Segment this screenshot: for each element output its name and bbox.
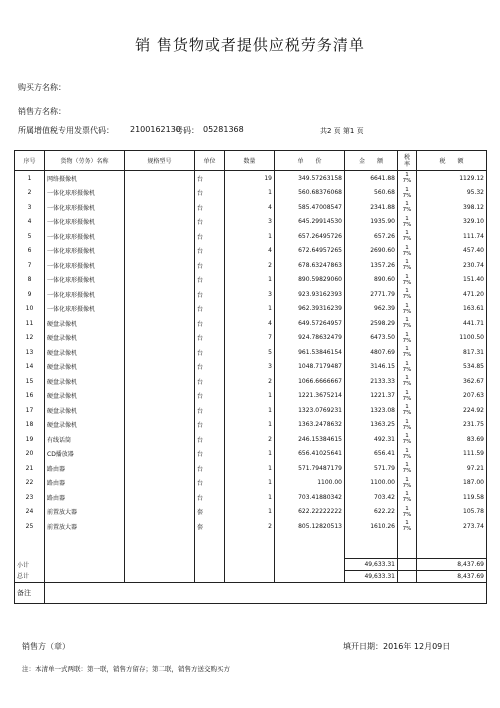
- row-amount: 2598.29: [345, 316, 398, 331]
- row-spec: [125, 447, 195, 462]
- row-price: 890.59829060: [275, 273, 345, 288]
- row-number: 21: [15, 461, 45, 476]
- row-spec: [125, 418, 195, 433]
- row-rate: 1 7%: [398, 360, 417, 375]
- table-row: [15, 403, 487, 418]
- row-unit: 台: [195, 316, 225, 331]
- table-row: [15, 171, 487, 186]
- row-qty: 1: [225, 461, 275, 476]
- row-rate: 1 7%: [398, 461, 417, 476]
- row-rate: 1 7%: [398, 505, 417, 520]
- row-qty: 4: [225, 244, 275, 259]
- row-number: 17: [15, 403, 45, 418]
- row-unit: 台: [195, 186, 225, 201]
- table-row: [15, 447, 487, 462]
- row-rate: 1 7%: [398, 302, 417, 317]
- header-unit: 单位: [195, 151, 225, 171]
- row-tax: 111.74: [417, 229, 487, 244]
- row-number: 22: [15, 476, 45, 491]
- row-number: 2: [15, 186, 45, 201]
- row-tax: 105.78: [417, 505, 487, 520]
- row-unit: 台: [195, 418, 225, 433]
- row-price: 656.41025641: [275, 447, 345, 462]
- row-amount: 703.42: [345, 490, 398, 505]
- row-number: 8: [15, 273, 45, 288]
- row-unit: 台: [195, 403, 225, 418]
- table-row: [15, 490, 487, 505]
- row-unit: 台: [195, 345, 225, 360]
- row-price: 962.39316239: [275, 302, 345, 317]
- row-amount: 2341.88: [345, 200, 398, 215]
- row-qty: 2: [225, 258, 275, 273]
- row-spec: [125, 461, 195, 476]
- row-number: 25: [15, 519, 45, 534]
- subtotal-tax: 8,437.69: [417, 558, 487, 570]
- row-qty: 1: [225, 490, 275, 505]
- row-name: 硬盘录像机: [45, 418, 125, 433]
- table-row: [15, 418, 487, 433]
- row-rate: 1 7%: [398, 331, 417, 346]
- row-unit: 台: [195, 490, 225, 505]
- table-header-row: [15, 151, 487, 171]
- row-spec: [125, 505, 195, 520]
- subtotal-row: [15, 558, 487, 570]
- row-spec: [125, 360, 195, 375]
- row-unit: 台: [195, 287, 225, 302]
- row-price: 961.53846154: [275, 345, 345, 360]
- row-rate: 1 7%: [398, 403, 417, 418]
- row-price: 246.15384615: [275, 432, 345, 447]
- row-tax: 441.71: [417, 316, 487, 331]
- row-qty: 2: [225, 374, 275, 389]
- table-row: [15, 287, 487, 302]
- row-amount: 656.41: [345, 447, 398, 462]
- row-number: 6: [15, 244, 45, 259]
- row-qty: 1: [225, 302, 275, 317]
- row-number: 19: [15, 432, 45, 447]
- row-amount: 6473.50: [345, 331, 398, 346]
- row-tax: 231.75: [417, 418, 487, 433]
- row-rate: 1 7%: [398, 200, 417, 215]
- row-unit: 台: [195, 258, 225, 273]
- row-name: 硬盘录像机: [45, 374, 125, 389]
- row-unit: 套: [195, 505, 225, 520]
- row-number: 13: [15, 345, 45, 360]
- row-tax: 457.40: [417, 244, 487, 259]
- row-unit: 台: [195, 461, 225, 476]
- row-name: 一体化球形摄像机: [45, 287, 125, 302]
- row-spec: [125, 215, 195, 230]
- row-unit: 台: [195, 447, 225, 462]
- row-spec: [125, 171, 195, 186]
- invoice-number-label: 号码：: [175, 126, 199, 135]
- table-row: [15, 505, 487, 520]
- row-name: 一体化球形摄像机: [45, 200, 125, 215]
- row-spec: [125, 316, 195, 331]
- row-price: 585.47008547: [275, 200, 345, 215]
- table-row: [15, 302, 487, 317]
- row-spec: [125, 345, 195, 360]
- row-qty: 4: [225, 200, 275, 215]
- header-tax: 税 额: [417, 151, 487, 171]
- row-spec: [125, 229, 195, 244]
- row-price: 672.64957265: [275, 244, 345, 259]
- row-number: 14: [15, 360, 45, 375]
- invoice-number-value: 05281368: [203, 125, 244, 134]
- row-number: 18: [15, 418, 45, 433]
- header-qty: 数量: [225, 151, 275, 171]
- row-price: 1100.00: [275, 476, 345, 491]
- table-row: [15, 374, 487, 389]
- row-unit: 套: [195, 519, 225, 534]
- row-spec: [125, 258, 195, 273]
- row-number: 16: [15, 389, 45, 404]
- row-unit: 台: [195, 389, 225, 404]
- row-rate: 1 7%: [398, 273, 417, 288]
- row-qty: 7: [225, 331, 275, 346]
- row-amount: 622.22: [345, 505, 398, 520]
- table-row: [15, 345, 487, 360]
- row-rate: 1 7%: [398, 490, 417, 505]
- row-qty: 19: [225, 171, 275, 186]
- row-qty: 1: [225, 186, 275, 201]
- row-qty: 2: [225, 519, 275, 534]
- row-qty: 1: [225, 229, 275, 244]
- page-title: 销 售货物或者提供应税劳务清单: [135, 36, 365, 54]
- row-tax: 207.63: [417, 389, 487, 404]
- page-count: 共2 页 第1 页: [320, 127, 364, 135]
- row-unit: 台: [195, 331, 225, 346]
- row-tax: 817.31: [417, 345, 487, 360]
- row-amount: 2771.79: [345, 287, 398, 302]
- row-unit: 台: [195, 273, 225, 288]
- row-spec: [125, 200, 195, 215]
- row-tax: 1129.12: [417, 171, 487, 186]
- row-qty: 1: [225, 447, 275, 462]
- row-price: 1363.2478632: [275, 418, 345, 433]
- row-price: 678.63247863: [275, 258, 345, 273]
- row-name: 路由器: [45, 476, 125, 491]
- row-spec: [125, 389, 195, 404]
- row-qty: 3: [225, 287, 275, 302]
- row-rate: 1 7%: [398, 418, 417, 433]
- row-spec: [125, 186, 195, 201]
- row-number: 9: [15, 287, 45, 302]
- seller-name-label: 销售方名称：: [18, 107, 66, 116]
- header-rate: 税 率: [398, 151, 417, 171]
- row-tax: 398.12: [417, 200, 487, 215]
- row-name: 前置放大器: [45, 505, 125, 520]
- row-unit: 台: [195, 171, 225, 186]
- row-spec: [125, 273, 195, 288]
- row-number: 7: [15, 258, 45, 273]
- row-qty: 1: [225, 418, 275, 433]
- row-unit: 台: [195, 244, 225, 259]
- row-qty: 3: [225, 215, 275, 230]
- total-tax: 8,437.69: [417, 570, 487, 582]
- table-row: [15, 519, 487, 534]
- table-row: [15, 244, 487, 259]
- row-rate: 1 7%: [398, 171, 417, 186]
- items-table: [14, 150, 487, 604]
- buyer-name-label: 购买方名称：: [18, 83, 66, 92]
- row-price: 645.29914530: [275, 215, 345, 230]
- row-unit: 台: [195, 200, 225, 215]
- issue-date: 2016年 12月09日: [383, 642, 451, 651]
- table-row: [15, 331, 487, 346]
- row-tax: 97.21: [417, 461, 487, 476]
- row-qty: 3: [225, 360, 275, 375]
- row-unit: 台: [195, 374, 225, 389]
- header-spec: 规格型号: [125, 151, 195, 171]
- row-rate: 1 7%: [398, 258, 417, 273]
- row-amount: 492.31: [345, 432, 398, 447]
- row-price: 703.41880342: [275, 490, 345, 505]
- row-tax: 119.58: [417, 490, 487, 505]
- table-row: [15, 229, 487, 244]
- row-amount: 2690.60: [345, 244, 398, 259]
- row-rate: 1 7%: [398, 229, 417, 244]
- table-row: [15, 200, 487, 215]
- total-amount: 49,633.31: [345, 570, 398, 582]
- row-price: 571.79487179: [275, 461, 345, 476]
- table-row: [15, 316, 487, 331]
- row-number: 3: [15, 200, 45, 215]
- row-tax: 187.00: [417, 476, 487, 491]
- row-number: 11: [15, 316, 45, 331]
- row-amount: 1935.90: [345, 215, 398, 230]
- row-price: 1221.3675214: [275, 389, 345, 404]
- row-qty: 4: [225, 316, 275, 331]
- row-name: 一体化球形摄像机: [45, 186, 125, 201]
- row-number: 12: [15, 331, 45, 346]
- table-row: [15, 258, 487, 273]
- row-price: 560.68376068: [275, 186, 345, 201]
- row-tax: 151.40: [417, 273, 487, 288]
- subtotal-label: 小计: [15, 558, 45, 570]
- row-name: 路由器: [45, 461, 125, 476]
- table-row: [15, 273, 487, 288]
- table-row: [15, 461, 487, 476]
- table-row: [15, 476, 487, 491]
- row-unit: 台: [195, 302, 225, 317]
- seller-seal-label: 销售方（章）: [22, 642, 70, 651]
- row-tax: 83.69: [417, 432, 487, 447]
- row-name: 网络摄像机: [45, 171, 125, 186]
- row-price: 349.57263158: [275, 171, 345, 186]
- row-amount: 571.79: [345, 461, 398, 476]
- row-tax: 1100.50: [417, 331, 487, 346]
- row-price: 1048.7179487: [275, 360, 345, 375]
- row-name: 硬盘录像机: [45, 389, 125, 404]
- row-tax: 111.59: [417, 447, 487, 462]
- row-amount: 4807.69: [345, 345, 398, 360]
- row-rate: 1 7%: [398, 345, 417, 360]
- row-qty: 1: [225, 389, 275, 404]
- row-spec: [125, 432, 195, 447]
- footnote: 注：本清单一式两联：第一联，销售方留存；第二联，销售方送交购买方: [22, 665, 230, 673]
- row-spec: [125, 374, 195, 389]
- row-name: 路由器: [45, 490, 125, 505]
- row-price: 1066.6666667: [275, 374, 345, 389]
- subtotal-amount: 49,633.31: [345, 558, 398, 570]
- row-rate: 1 7%: [398, 476, 417, 491]
- row-name: 一体化球形摄像机: [45, 244, 125, 259]
- row-tax: 163.61: [417, 302, 487, 317]
- table-row: [15, 215, 487, 230]
- row-price: 923.93162393: [275, 287, 345, 302]
- row-amount: 560.68: [345, 186, 398, 201]
- row-amount: 1100.00: [345, 476, 398, 491]
- row-qty: 1: [225, 505, 275, 520]
- row-name: 硬盘录像机: [45, 316, 125, 331]
- row-tax: 273.74: [417, 519, 487, 534]
- row-name: 一体化球形摄像机: [45, 258, 125, 273]
- row-qty: 2: [225, 432, 275, 447]
- row-number: 4: [15, 215, 45, 230]
- header-price: 单 价: [275, 151, 345, 171]
- row-qty: 1: [225, 403, 275, 418]
- row-unit: 台: [195, 432, 225, 447]
- row-name: 有线话筒: [45, 432, 125, 447]
- row-name: 一体化球形摄像机: [45, 215, 125, 230]
- row-tax: 224.92: [417, 403, 487, 418]
- row-spec: [125, 519, 195, 534]
- row-spec: [125, 244, 195, 259]
- row-spec: [125, 331, 195, 346]
- row-number: 1: [15, 171, 45, 186]
- row-tax: 534.85: [417, 360, 487, 375]
- row-amount: 2133.33: [345, 374, 398, 389]
- row-price: 649.57264957: [275, 316, 345, 331]
- row-amount: 890.60: [345, 273, 398, 288]
- table-row: [15, 389, 487, 404]
- row-amount: 1357.26: [345, 258, 398, 273]
- row-spec: [125, 403, 195, 418]
- row-qty: 5: [225, 345, 275, 360]
- row-tax: 362.67: [417, 374, 487, 389]
- row-spec: [125, 490, 195, 505]
- row-name: 硬盘录像机: [45, 360, 125, 375]
- row-rate: 1 7%: [398, 215, 417, 230]
- row-price: 805.12820513: [275, 519, 345, 534]
- row-price: 622.22222222: [275, 505, 345, 520]
- row-price: 657.26495726: [275, 229, 345, 244]
- row-name: 硬盘录像机: [45, 403, 125, 418]
- row-rate: 1 7%: [398, 389, 417, 404]
- row-rate: 1 7%: [398, 519, 417, 534]
- row-unit: 台: [195, 476, 225, 491]
- row-spec: [125, 287, 195, 302]
- row-rate: 1 7%: [398, 287, 417, 302]
- issue-date-label: 填开日期：: [343, 642, 383, 651]
- row-number: 5: [15, 229, 45, 244]
- row-qty: 1: [225, 476, 275, 491]
- row-number: 20: [15, 447, 45, 462]
- row-amount: 3146.15: [345, 360, 398, 375]
- row-name: 前置放大器: [45, 519, 125, 534]
- table-row: [15, 432, 487, 447]
- row-tax: 329.10: [417, 215, 487, 230]
- row-name: 硬盘录像机: [45, 345, 125, 360]
- row-unit: 台: [195, 229, 225, 244]
- row-unit: 台: [195, 215, 225, 230]
- row-rate: 1 7%: [398, 186, 417, 201]
- row-tax: 471.20: [417, 287, 487, 302]
- invoice-code-label: 所属增值税专用发票代码：: [18, 126, 114, 135]
- row-amount: 1610.26: [345, 519, 398, 534]
- row-name: 硬盘录像机: [45, 331, 125, 346]
- header-no: 序号: [15, 151, 45, 171]
- row-rate: 1 7%: [398, 374, 417, 389]
- total-label: 总计: [15, 570, 45, 582]
- row-tax: 230.74: [417, 258, 487, 273]
- blank-row: [15, 534, 487, 559]
- header-amount: 金 额: [345, 151, 398, 171]
- row-amount: 657.26: [345, 229, 398, 244]
- row-price: 924.78632479: [275, 331, 345, 346]
- table-row: [15, 360, 487, 375]
- row-name: CD播放器: [45, 447, 125, 462]
- row-rate: 1 7%: [398, 447, 417, 462]
- row-number: 24: [15, 505, 45, 520]
- total-row: [15, 570, 487, 582]
- row-amount: 1323.08: [345, 403, 398, 418]
- row-spec: [125, 476, 195, 491]
- row-tax: 95.32: [417, 186, 487, 201]
- header-name: 货物（劳务）名称: [45, 151, 125, 171]
- row-qty: 1: [225, 273, 275, 288]
- invoice-code-value: 2100162130: [130, 125, 181, 134]
- remark-label: 备注: [15, 582, 45, 603]
- row-name: 一体化球形摄像机: [45, 302, 125, 317]
- remark-row: [15, 582, 487, 603]
- row-rate: 1 7%: [398, 432, 417, 447]
- row-name: 一体化球形摄像机: [45, 273, 125, 288]
- row-unit: 台: [195, 360, 225, 375]
- row-rate: 1 7%: [398, 244, 417, 259]
- table-row: [15, 186, 487, 201]
- row-amount: 962.39: [345, 302, 398, 317]
- row-amount: 1221.37: [345, 389, 398, 404]
- row-number: 10: [15, 302, 45, 317]
- row-price: 1323.0769231: [275, 403, 345, 418]
- row-amount: 1363.25: [345, 418, 398, 433]
- row-spec: [125, 302, 195, 317]
- row-amount: 6641.88: [345, 171, 398, 186]
- row-rate: 1 7%: [398, 316, 417, 331]
- row-name: 一体化球形摄像机: [45, 229, 125, 244]
- row-number: 15: [15, 374, 45, 389]
- row-number: 23: [15, 490, 45, 505]
